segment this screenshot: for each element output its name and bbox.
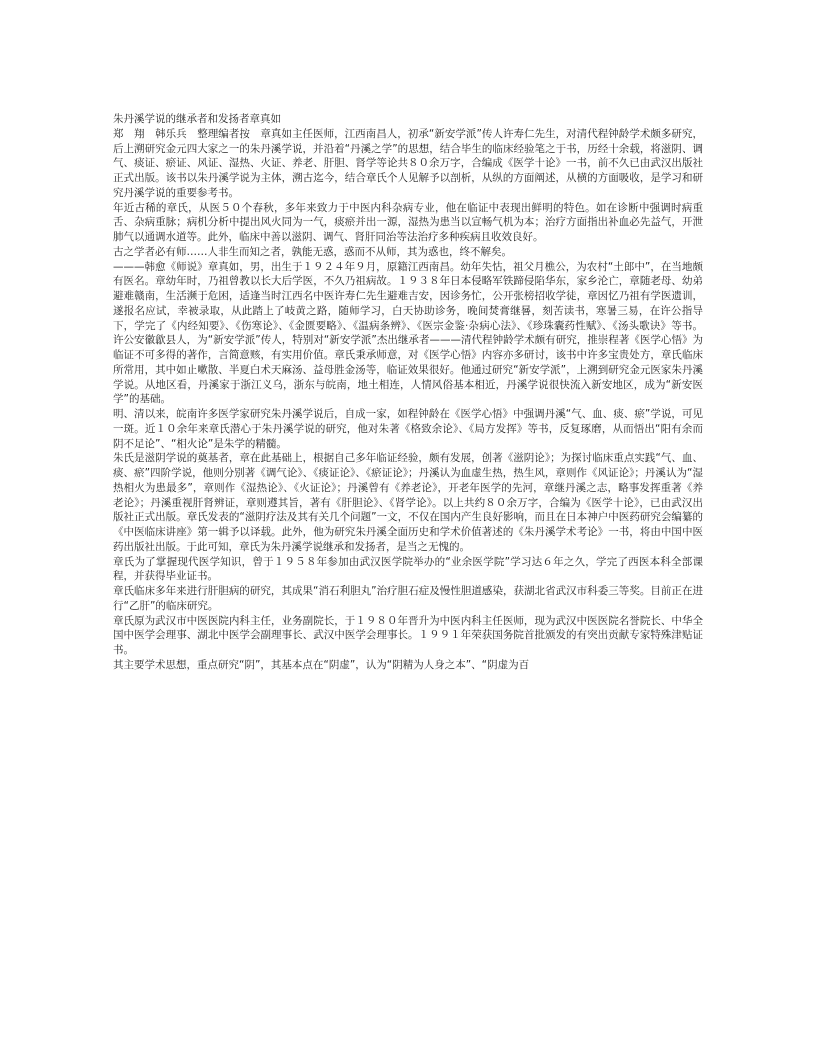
paragraph-ming-qing: 明、清以来，皖南许多医学家研究朱丹溪学说后，自成一家，如程钟龄在《医学心悟》中强调丹溪“气、血、痰、瘀”学说，可见一斑。近１０余年来章氏潜心于朱丹溪学说的研究，他对朱著《格致余论》、《局方发挥》等书，反复琢磨，从而悟出“阳有余而阴不足论”、“相火论”是朱学的精髓。 <box>113 408 703 450</box>
paragraph-gallbladder-research: 章氏临床多年来进行肝胆病的研究，其成果“消石利胆丸”治疗胆石症及慢性胆道感染，获湖北省武汉市科委三等奖。目前正在进行“乙肝”的临床研究。 <box>113 585 703 612</box>
paragraph-positions-honors: 章氏原为武汉市中医医院内科主任，业务副院长，于１９８０年晋升为中医内科主任医师，现为武汉中医医院名誉院长、中华全国中医学会理事、湖北中医学会副理事长、武汉中医学会理事长。１９９１年荣获国务院首批颁发的有突出贡献专家特殊津贴证书。 <box>113 614 703 656</box>
paragraph-academic-works: 朱氏是滋阴学说的奠基者，章在此基础上，根据自己多年临证经验，颇有发展，创著《滋阴论》；为探讨临床重点实践“气、血、痰、瘀”四阶学说，他则分别著《调气论》、《痰证论》、《瘀证论》；丹溪认为血虚生热，热生风，章则作《风证论》；丹溪认为“湿热相火为患最多”，章则作《湿热论》、《火证论》；丹溪曾有《养老论》，开老年医学的先河，章继丹溪之志，略事发挥重著《养老论》；丹溪重视肝肾辨证，章则遵其旨，著有《肝胆论》、《肾学论》。以上共约８０余万字，合编为《医学十论》，已由武汉出版社正式出版。章氏发表的“滋阴疗法及其有关几个问题”一文，不仅在国内产生良好影响，而且在日本神户中医药研究会编纂的《中医临床讲座》第一辑予以译载。此外，他为研究朱丹溪全面历史和学术价值著述的《朱丹溪学术考论》一书，将由中国中医药出版社出版。于此可知，章氏为朱丹溪学说继承和发扬者，是当之无愧的。 <box>113 452 703 553</box>
paragraph-academic-thought: 其主要学术思想，重点研究“阴”，其基本点在“阴虚”，认为“阴精为人身之本”、“阴虚为百 <box>113 658 530 671</box>
paragraph-modern-medicine-study: 章氏为了掌握现代医学知识，曾于１９５８年参加由武汉医学院举办的“业余医学院”学习达６年之久，学完了西医本科全部课程，并获得毕业证书。 <box>113 555 703 583</box>
paragraph-quote: 古之学者必有师……人非生而知之者，孰能无惑，惑而不从师，其为惑也，终不解矣。 <box>113 245 512 258</box>
document-title: 朱丹溪学说的继承者和发扬者章真如 <box>113 113 281 125</box>
paragraph-editor-note: 郑 翔 韩乐兵 整理编者按 章真如主任医师，江西南昌人，初承“新安学派”传人许寿仁先生，对清代程钟龄学术颇多研究，后上溯研究金元四大家之一的朱丹溪学说，并沿着“丹溪之学”的思想，结合毕生的临床经验笔之于书，历经十余载，将滋阴、调气、痰证、瘀证、风证、湿热、火证、养老、肝胆、肾学等论共８０余万字，合编成《医学十论》一书，前不久已由武汉出版社正式出版。该书以朱丹溪学说为主体，溯古迄今，结合章氏个人见解予以剖析，从纵的方面阐述，从横的方面吸收，是学习和研究丹溪学说的重要参考书。 <box>113 127 703 199</box>
paragraph-biography: ———韩愈《师说》章真如，男，出生于１９２４年９月，原籍江西南昌。幼年失怙，祖父月樵公，为农村“土郎中”，在当地颇有医名。章幼年时，乃祖曾教以长大后学医，不久乃祖病故。１９３８年日本侵略军铁蹄侵陷华东，家乡沦亡，章随老母、幼弟避难赣南，生活濒于危困，适逢当时江西名中医许寿仁先生避难吉安，因诊务忙，公开张榜招收学徒，章因忆乃祖有学医遗训，遂报名应试，幸被录取，从此踏上了岐黄之路，随师学习，白天协助诊务，晚间焚膏继晷，刻苦读书，寒暑三易，在许公指导下，学完了《内经知要》、《伤寒论》、《金匮要略》、《温病条辨》、《医宗金鉴·杂病心法》、《珍珠囊药性赋》、《汤头歌诀》等书。许公安徽歙县人，为“新安学派”传人，特别对“新安学派”杰出继承者———清代程钟龄学术颇有研究，推崇程著《医学心悟》为临证不可多得的著作，言简意赅，有实用价值。章氏秉承师意，对《医学心悟》内容亦多研讨，该书中许多宝贵处方，章氏临床所常用，其中如止嗽散、半夏白术天麻汤、益母胜金汤等，临证效果很好。他通过研究“新安学派”，上溯到研究金元医家朱丹溪学说。从地区看，丹溪家于浙江义乌，浙东与皖南，地土相连，人情风俗基本相近，丹溪学说很快流入新安地区，成为“新安医学”的基础。 <box>113 260 703 406</box>
paragraph-clinical-features: 年近古稀的章氏，从医５０个春秋，多年来致力于中医内科杂病专业，他在临证中表现出鲜明的特色。如在诊断中强调时病重舌、杂病重脉；病机分析中提出风火同为一气，痰瘀并出一源，湿热为患当以宣畅气机为本；治疗方面指出补血必先益气，开泄肺气以通调水道等。此外，临床中善以滋阴、调气、肾肝同治等法治疗多种疾病且收效良好。 <box>113 201 703 243</box>
document-page <box>113 112 703 673</box>
